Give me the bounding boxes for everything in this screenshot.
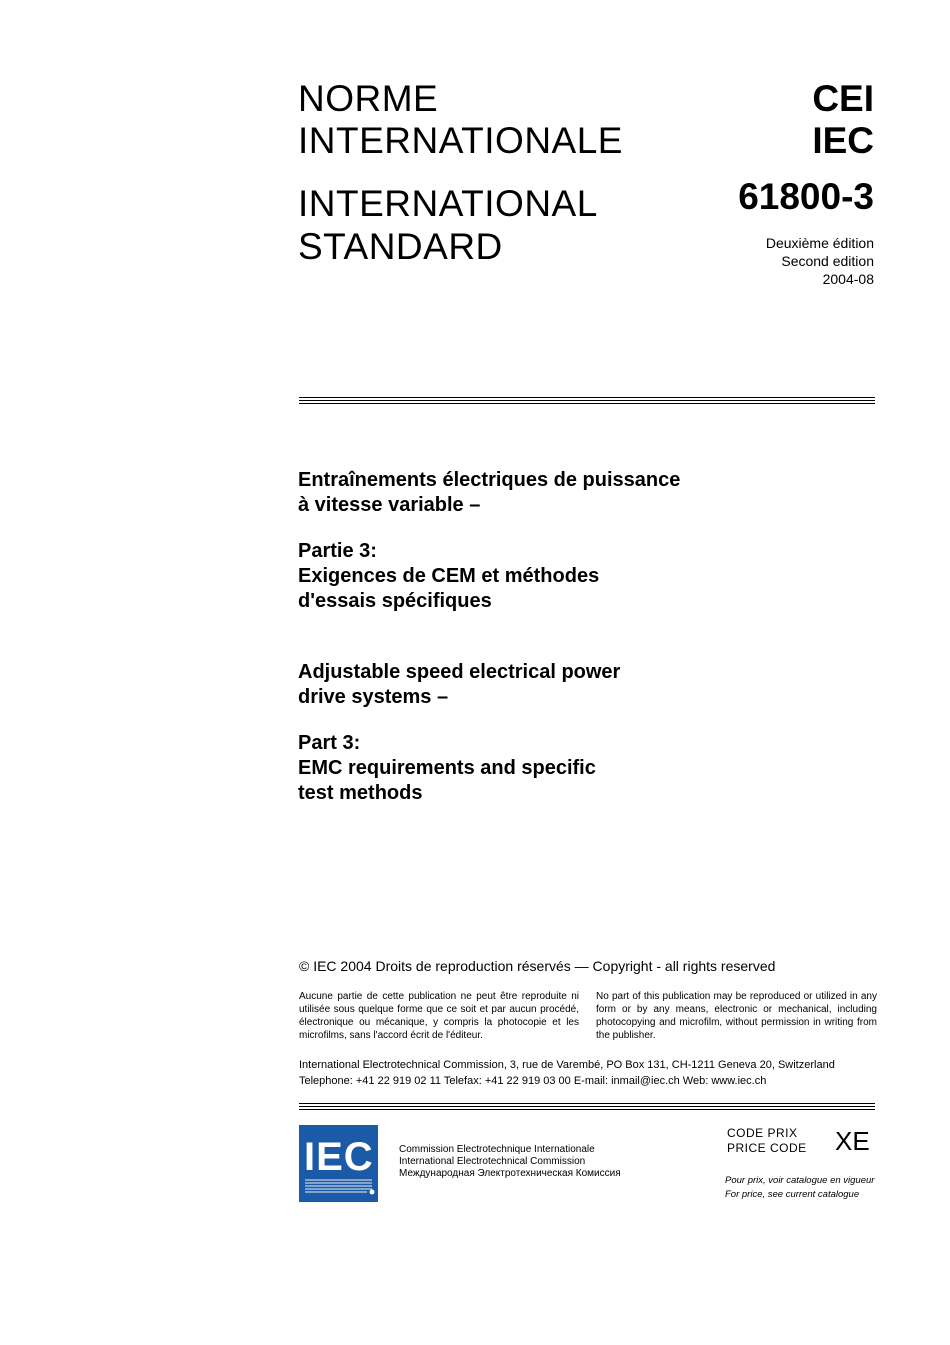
fr-part-title-line1: Exigences de CEM et méthodes <box>298 565 600 587</box>
fr-main-title-line2: à vitesse variable – <box>298 494 481 516</box>
address-line: International Electrotechnical Commission, 3, rue de Varembé, PO Box 131, CH-1211 Geneva 20, Switzerland <box>299 1059 835 1071</box>
fr-main-title-line1: Entraînements électriques de puissance <box>298 469 681 491</box>
divider-bottom <box>299 1103 875 1112</box>
code-iec: IEC <box>812 120 874 161</box>
commission-ru: Международная Электротехническая Комиссия <box>399 1168 621 1179</box>
en-part-title-line2: test methods <box>298 782 423 804</box>
contact-line: Telephone: +41 22 919 02 11 Telefax: +41 22 919 03 00 E-mail: inmail@iec.ch Web: www.iec.ch <box>299 1075 767 1087</box>
edition-en: Second edition <box>781 253 874 269</box>
title-fr-line2: INTERNATIONALE <box>298 120 623 161</box>
title-en-line2: STANDARD <box>298 226 503 267</box>
copyright-line: © IEC 2004 Droits de reproduction réservés — Copyright - all rights reserved <box>299 958 776 974</box>
edition-fr: Deuxième édition <box>765 235 874 251</box>
fr-part-title-line2: d'essais spécifiques <box>298 590 492 612</box>
en-main-title-line2: drive systems – <box>298 686 449 708</box>
commission-en: International Electrotechnical Commission <box>399 1156 586 1167</box>
en-main-title-line1: Adjustable speed electrical power <box>298 661 621 683</box>
code-prix-label: CODE PRIX <box>727 1126 798 1140</box>
price-note-fr: Pour prix, voir catalogue en vigueur <box>725 1175 875 1186</box>
commission-fr: Commission Electrotechnique Internationale <box>399 1144 595 1155</box>
edition-date: 2004-08 <box>822 271 874 287</box>
code-cei: CEI <box>812 78 874 119</box>
divider-top <box>299 397 875 406</box>
price-code-value: XE <box>835 1126 870 1156</box>
copyright-text-fr: Aucune partie de cette publication ne peut être reproduite ni utilisée sous quelque forme que ce soit et par aucun procédé, électronique ou mécanique, y compris la photocopie et les microfilms, sans l'accord écrit de l'éditeur. <box>299 991 579 1041</box>
en-part-title-line1: EMC requirements and specific <box>298 757 596 779</box>
title-fr-line1: NORME <box>298 78 439 119</box>
fr-part-label: Partie 3: <box>298 540 377 562</box>
iec-logo <box>299 1125 378 1202</box>
copyright-text-en: No part of this publication may be reproduced or utilized in any form or by any means, electronic or mechanical, including photocopying and microfilm, without permission in writing from the publisher. <box>596 991 877 1041</box>
iec-logo-text: IEC <box>304 1135 374 1179</box>
price-code-label: PRICE CODE <box>727 1141 807 1155</box>
en-part-label: Part 3: <box>298 732 361 754</box>
price-note-en: For price, see current catalogue <box>725 1189 860 1200</box>
title-en-line1: INTERNATIONAL <box>298 183 598 224</box>
standard-number: 61800-3 <box>738 176 874 217</box>
